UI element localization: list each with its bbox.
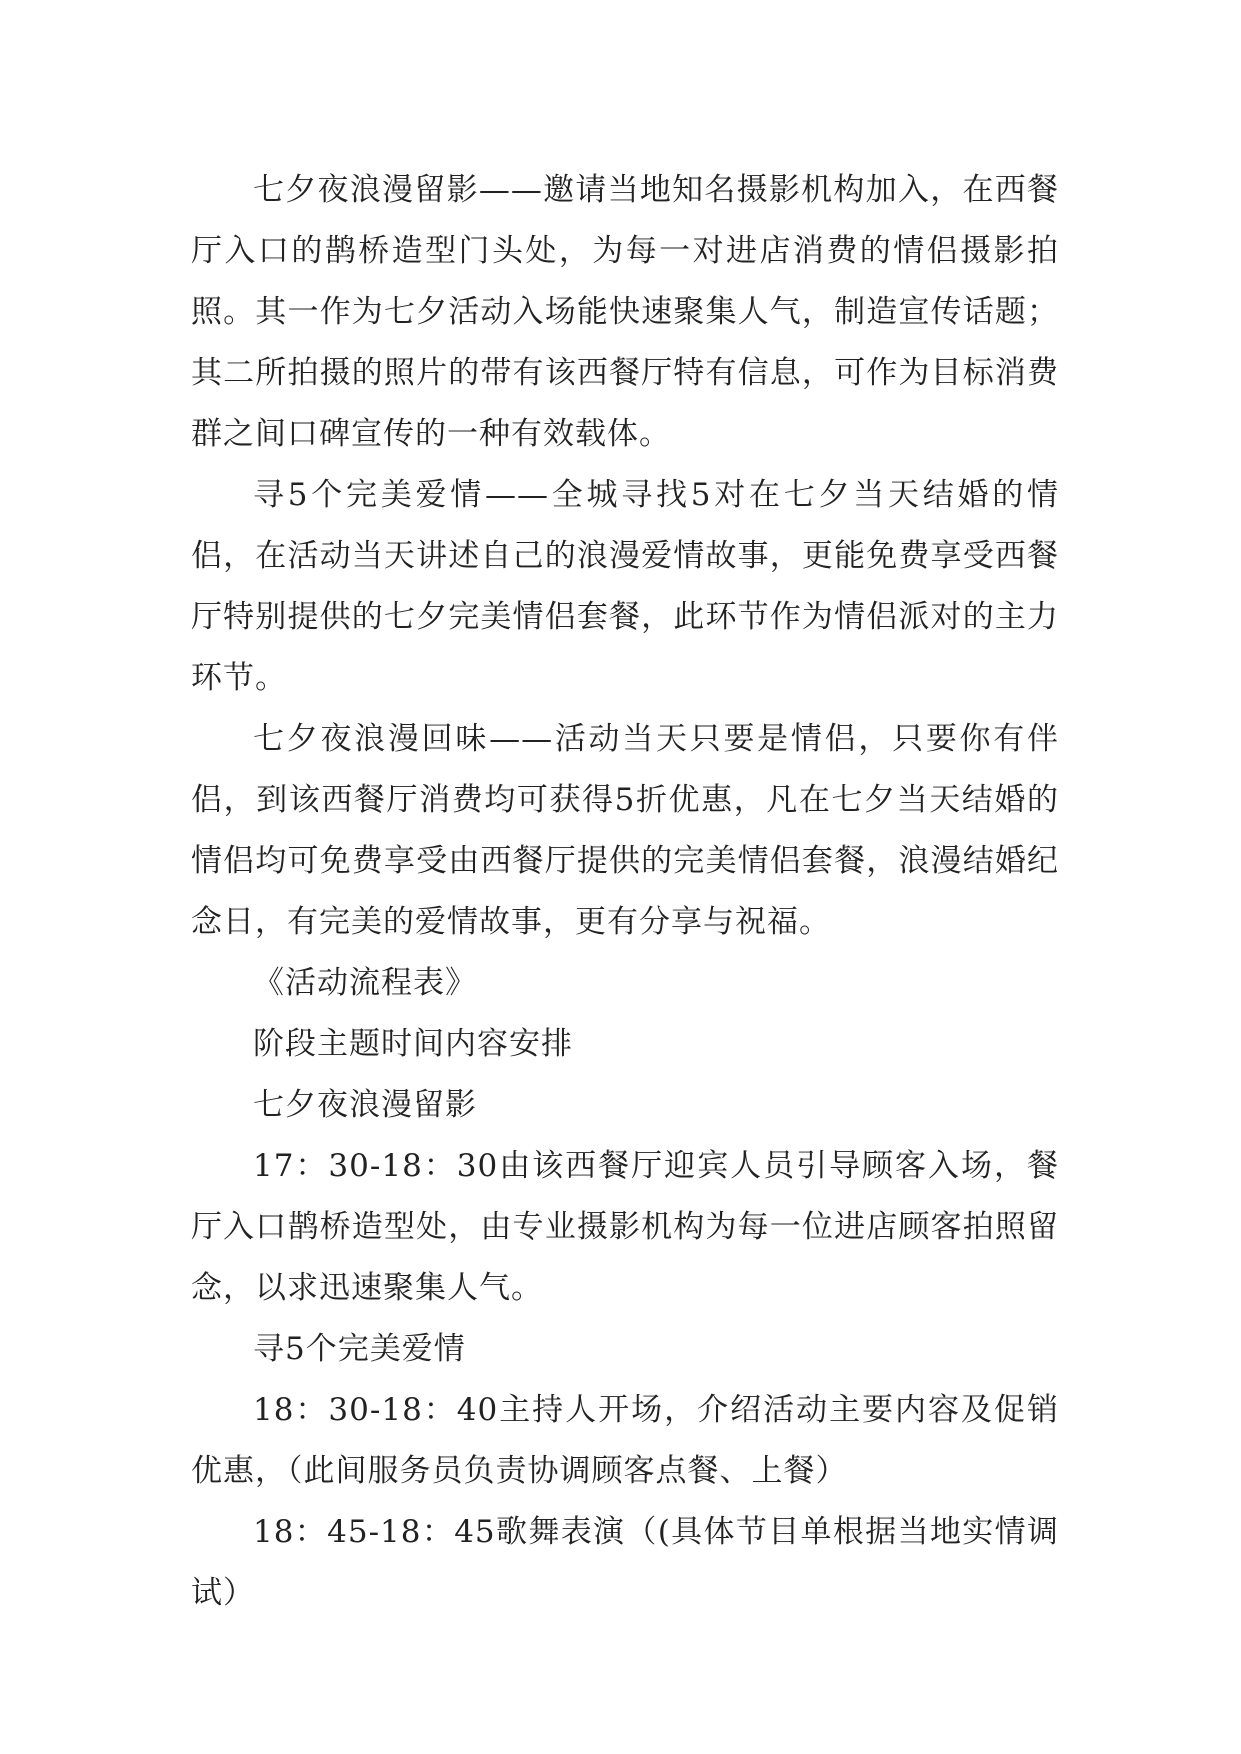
paragraph-romantic-photo: 七夕夜浪漫留影——邀请当地知名摄影机构加入，在西餐厅入口的鹊桥造型门头处，为每一对进店消费的情侣摄影拍照。其一作为七夕活动入场能快速聚集人气，制造宣传话题；其二所拍摄的照片的带有该西餐厅特有信息，可作为目标消费群之间口碑宣传的一种有效载体。 <box>191 172 1059 452</box>
schedule-item-performance: 18：45-18：45歌舞表演（(具体节目单根据当地实情调试） <box>191 1514 1059 1611</box>
stage-five-perfect-loves: 寻5个完美爱情 <box>253 1331 466 1367</box>
schedule-item-opening: 18：30-18：40主持人开场，介绍活动主要内容及促销优惠，（此间服务员负责协调顾客点餐、上餐） <box>191 1392 1059 1489</box>
paragraph-five-perfect-loves: 寻5个完美爱情——全城寻找5对在七夕当天结婚的情侣，在活动当天讲述自己的浪漫爱情故事，更能免费享受西餐厅特别提供的七夕完美情侣套餐，此环节作为情侣派对的主力环节。 <box>191 477 1059 696</box>
document-body <box>191 160 1059 1624</box>
schedule-item-entry: 17：30-18：30由该西餐厅迎宾人员引导顾客入场，餐厅入口鹊桥造型处，由专业摄影机构为每一位进店顾客拍照留念，以求迅速聚集人气。 <box>191 1148 1059 1306</box>
schedule-title: 《活动流程表》 <box>253 965 477 1001</box>
paragraph-romantic-memory: 七夕夜浪漫回味——活动当天只要是情侣，只要你有伴侣，到该西餐厅消费均可获得5折优惠，凡在七夕当天结婚的情侣均可免费享受由西餐厅提供的完美情侣套餐，浪漫结婚纪念日，有完美的爱情故事，更有分享与祝福。 <box>191 721 1059 940</box>
schedule-header: 阶段主题时间内容安排 <box>253 1026 573 1062</box>
stage-romantic-photo: 七夕夜浪漫留影 <box>253 1087 477 1123</box>
